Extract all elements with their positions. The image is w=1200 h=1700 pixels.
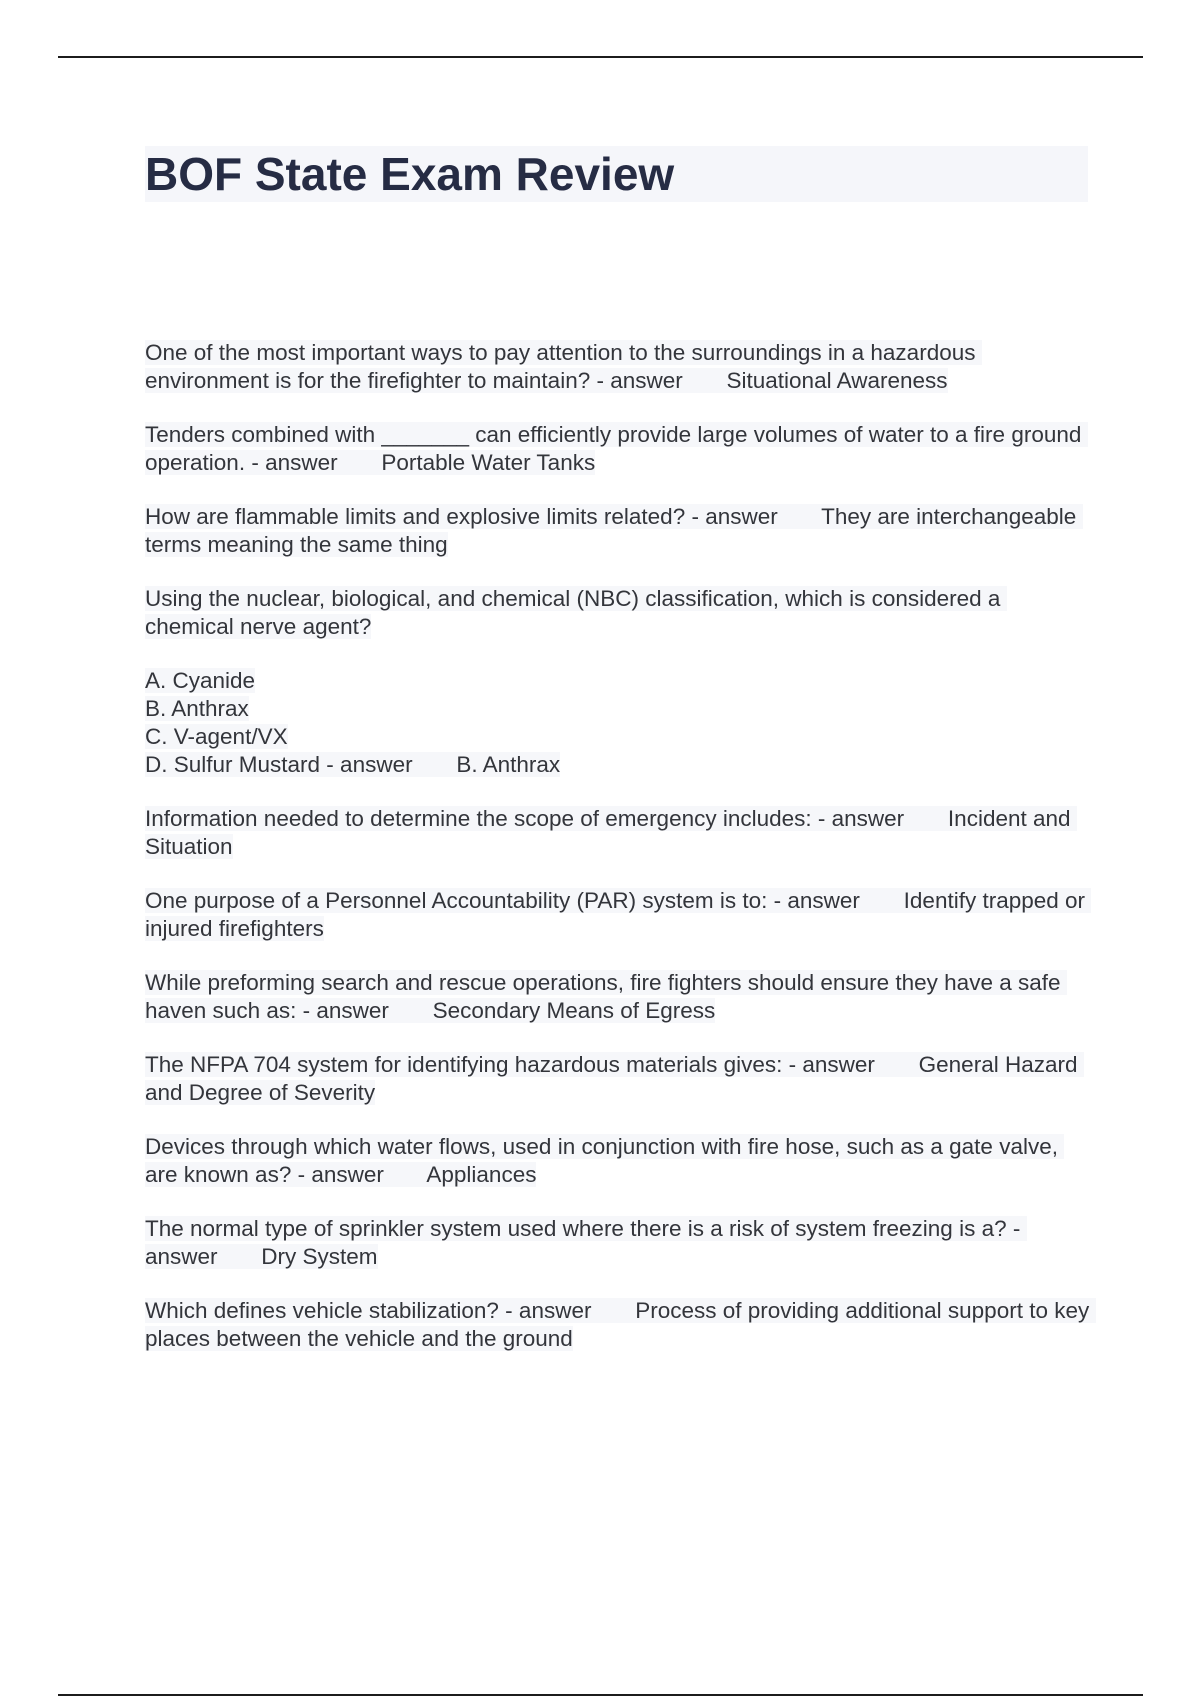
qa-text: A. Cyanide B. Anthrax C. V-agent/VX D. Sulfur Mustard - answer B. Anthrax <box>145 668 561 777</box>
qa-text: Devices through which water flows, used in conjunction with fire hose, such as a gate valve, are known as? - answer Appliances <box>145 1134 1065 1187</box>
qa-text: Tenders combined with _______ can efficiently provide large volumes of water to a fire ground operation. - answer Portable Water Tanks <box>145 422 1088 475</box>
qa-text: The normal type of sprinkler system used where there is a risk of system freezing is a? - answer Dry System <box>145 1216 1027 1269</box>
qa-item-nbc-options <box>145 667 1095 779</box>
qa-item-situational-awareness <box>145 339 1095 395</box>
qa-item-appliances <box>145 1133 1095 1189</box>
qa-text: Using the nuclear, biological, and chemical (NBC) classification, which is considered a chemical nerve agent? <box>145 586 1007 639</box>
qa-item-safe-haven <box>145 969 1095 1025</box>
qa-item-nbc-question <box>145 585 1095 641</box>
qa-item-flammable-limits <box>145 503 1095 559</box>
document-title: BOF State Exam Review <box>145 146 1088 202</box>
qa-text: How are flammable limits and explosive limits related? - answer They are interchangeable terms meaning the same thing <box>145 504 1083 557</box>
qa-item-scope-of-emergency <box>145 805 1095 861</box>
top-rule <box>58 56 1143 58</box>
qa-item-portable-water-tanks <box>145 421 1095 477</box>
qa-text: While preforming search and rescue operations, fire fighters should ensure they have a safe haven such as: - answer Secondary Means of Egress <box>145 970 1067 1023</box>
qa-text: One purpose of a Personnel Accountability (PAR) system is to: - answer Identify trapped or injured firefighters <box>145 888 1092 941</box>
qa-text: Information needed to determine the scope of emergency includes: - answer Incident and Situation <box>145 806 1077 859</box>
qa-item-vehicle-stabilization <box>145 1297 1095 1353</box>
qa-item-sprinkler-system <box>145 1215 1095 1271</box>
qa-list <box>145 339 1095 1379</box>
qa-text: Which defines vehicle stabilization? - answer Process of providing additional support to key places between the vehicle and the ground <box>145 1298 1096 1351</box>
bottom-rule <box>58 1694 1143 1696</box>
qa-item-par-system <box>145 887 1095 943</box>
qa-text: The NFPA 704 system for identifying hazardous materials gives: - answer General Hazard and Degree of Severity <box>145 1052 1084 1105</box>
qa-text: One of the most important ways to pay attention to the surroundings in a hazardous environment is for the firefighter to maintain? - answer Situational Awareness <box>145 340 982 393</box>
qa-item-nfpa-704 <box>145 1051 1095 1107</box>
